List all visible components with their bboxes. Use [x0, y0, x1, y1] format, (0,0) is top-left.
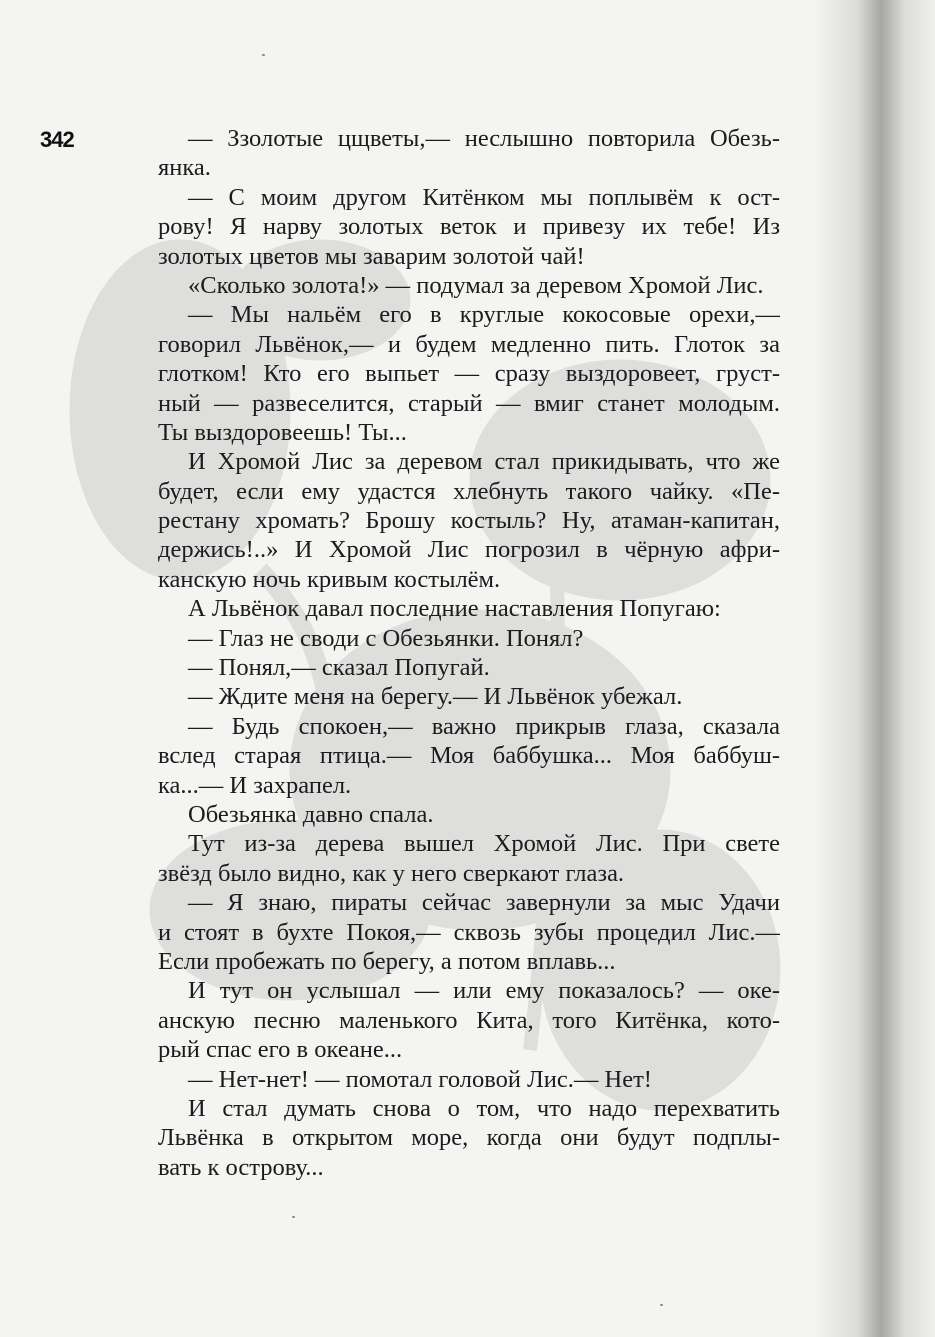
text-line: ка...— И захрапел. — [158, 771, 352, 799]
text-line: Львёнка в открытом море, когда они будут подплы- — [158, 1124, 780, 1152]
page-number: 342 — [40, 127, 74, 152]
text-line: — Будь спокоен,— важно прикрыв глаза, сказала — [188, 712, 780, 740]
text-line: — Нет-нет! — помотал головой Лис.— Нет! — [188, 1065, 652, 1093]
text-line: звёзд было видно, как у него сверкают глаза. — [158, 859, 625, 887]
text-line: И Хромой Лис за деревом стал прикидывать, что же — [188, 448, 780, 476]
text-line: — Мы нальём его в круглые кокосовые орехи,— — [188, 301, 780, 329]
text-line: рый спас его в океане... — [158, 1036, 403, 1064]
text-line: Обезьянка давно спала. — [188, 800, 434, 828]
text-line: — С моим другом Китёнком мы поплывём к ост- — [188, 183, 780, 211]
text-line: И стал думать снова о том, что надо перехватить — [188, 1094, 780, 1122]
text-line: будет, если ему удастся хлебнуть такого чайку. «Пе- — [158, 477, 780, 505]
text-line: «Сколько золота!» — подумал за деревом Хромой Лис. — [188, 271, 764, 299]
text-line: ный — развеселится, старый — вмиг станет молодым. — [158, 389, 780, 417]
text-line: А Львёнок давал последние наставления Попугаю: — [188, 595, 721, 623]
text-line: рову! Я нарву золотых веток и привезу их тебе! Из — [158, 213, 780, 241]
text-line: Тут из-за дерева вышел Хромой Лис. При свете — [188, 830, 780, 858]
spine-shadow — [815, 0, 935, 1337]
text-line: — Глаз не своди с Обезьянки. Понял? — [188, 624, 584, 652]
print-speck — [292, 1216, 295, 1218]
text-line: — Понял,— сказал Попугай. — [188, 654, 490, 682]
text-line: И тут он услышал — или ему показалось? — оке- — [188, 977, 780, 1005]
text-line: — Ждите меня на берегу.— И Львёнок убежал. — [188, 683, 683, 711]
text-line: вать к острову... — [158, 1153, 324, 1181]
text-line: золотых цветов мы заварим золотой чай! — [158, 242, 585, 270]
text-line: Если пробежать по берегу, а потом вплавь... — [158, 947, 616, 975]
text-line: глотком! Кто его выпьет — сразу выздоровеет, груст- — [158, 360, 780, 388]
text-line: и стоят в бухте Покоя,— сквозь зубы процедил Лис.— — [158, 918, 780, 946]
text-line: держись!..» И Хромой Лис погрозил в чёрную афри- — [158, 536, 780, 564]
text-line: вслед старая птица.— Моя баббушка... Моя баббуш- — [158, 742, 780, 770]
text-line: янка. — [158, 154, 211, 182]
text-line: — Я знаю, пираты сейчас завернули за мыс Удачи — [188, 889, 780, 917]
body-text — [158, 124, 780, 1182]
text-line: канскую ночь кривым костылём. — [158, 565, 501, 593]
text-line: говорил Львёнок,— и будем медленно пить. Глоток за — [158, 330, 780, 358]
text-line: Ты выздоровеешь! Ты... — [158, 418, 407, 446]
print-speck — [262, 54, 265, 56]
text-line: — Ззолотые цщветы,— неслышно повторила Обезь- — [188, 125, 780, 152]
text-line: рестану хромать? Брошу костыль? Ну, атаман-капитан, — [158, 507, 780, 535]
text-line: анскую песню маленького Кита, того Китёнка, кото- — [158, 1006, 780, 1034]
print-speck — [660, 1304, 663, 1306]
